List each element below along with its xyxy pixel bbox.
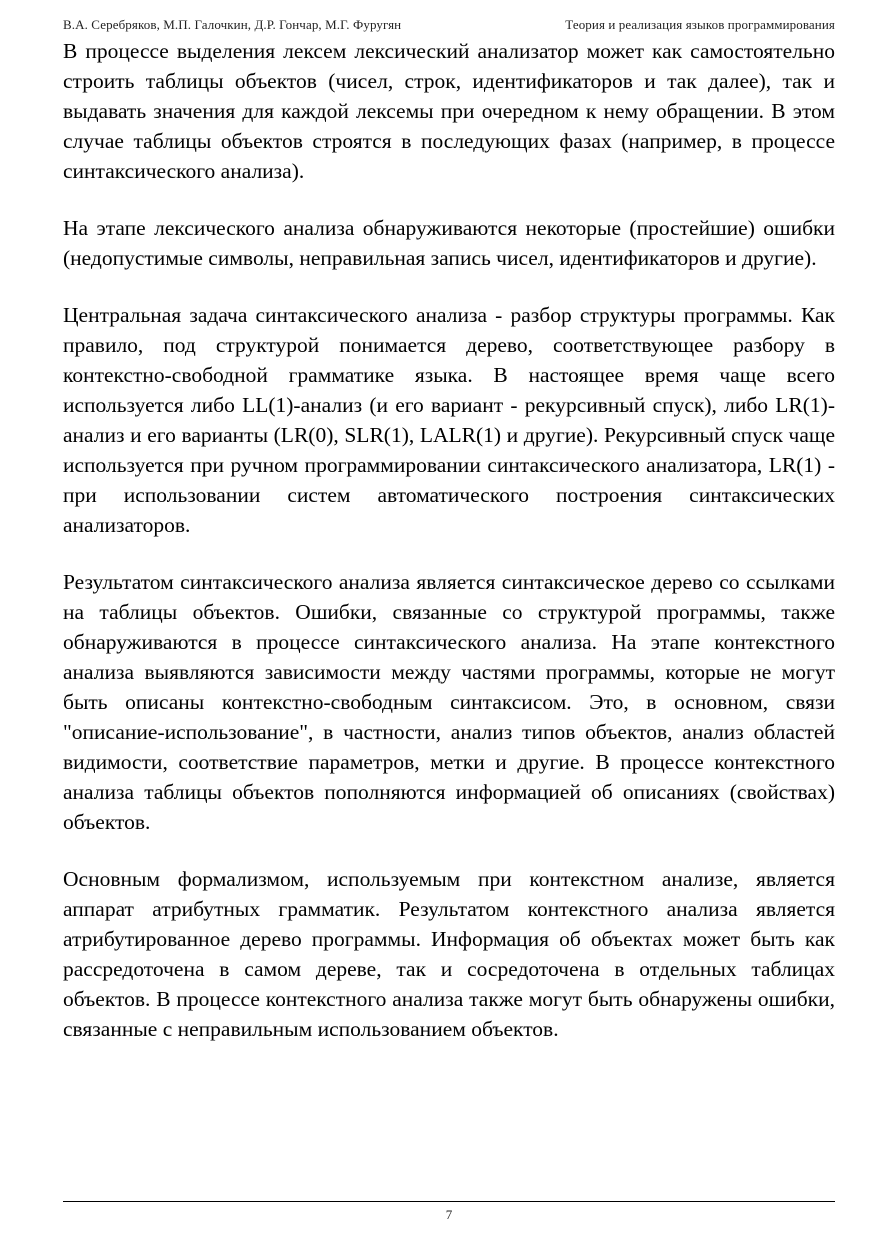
- paragraph-lexical-errors: На этапе лексического анализа обнаруживаются некоторые (простейшие) ошибки (недопустимые символы, неправильная запись чисел, идентификаторов и другие).: [63, 216, 835, 270]
- paragraph-lexical-tables: В процессе выделения лексем лексический анализатор может как самостоятельно строить таблицы объектов (чисел, строк, идентификаторов и так далее), так и выдавать значения для каждой лексемы при очередном к нему обращении. В этом случае таблицы объектов строятся в последующих фазах (например, в процессе синтаксического анализа).: [63, 39, 835, 183]
- page-body: [63, 36, 835, 1044]
- header-book-title: Теория и реализация языков программирования: [565, 17, 835, 32]
- header-authors: В.А. Серебряков, М.П. Галочкин, Д.Р. Гончар, М.Г. Фуругян: [63, 17, 402, 32]
- page-number: 7: [445, 1207, 453, 1222]
- paragraph-syntax-analysis: Центральная задача синтаксического анализа - разбор структуры программы. Как правило, под структурой понимается дерево, соответствующее разбору в контекстно-свободной грамматике языка. В настоящее время чаще всего используется либо LL(1)-анализ (и его вариант - рекурсивный спуск), либо LR(1)-анализ и его варианты (LR(0), SLR(1), LALR(1) и другие). Рекурсивный спуск чаще используется при ручном программировании синтаксического анализатора, LR(1) - при использовании систем автоматического построения синтаксических анализаторов.: [63, 303, 835, 537]
- paragraph-context-analysis: Результатом синтаксического анализа является синтаксическое дерево со ссылками на таблицы объектов. Ошибки, связанные со структурой программы, также обнаруживаются в процессе синтаксического анализа. На этапе контекстного анализа выявляются зависимости между частями программы, которые не могут быть описаны контекстно-свободным синтаксисом. Это, в основном, связи "описание-использование", в частности, анализ типов объектов, анализ областей видимости, соответствие параметров, метки и другие. В процессе контекстного анализа таблицы объектов пополняются информацией об описаниях (свойствах) объектов.: [63, 570, 835, 834]
- paragraph-attribute-grammars: Основным формализмом, используемым при контекстном анализе, является аппарат атрибутных грамматик. Результатом контекстного анализа является атрибутированное дерево программы. Информация об объектах может быть как рассредоточена в самом дереве, так и сосредоточена в отдельных таблицах объектов. В процессе контекстного анализа также могут быть обнаружены ошибки, связанные с неправильным использованием объектов.: [63, 867, 835, 1041]
- page-header: [63, 14, 835, 36]
- footer-divider: [63, 1201, 835, 1202]
